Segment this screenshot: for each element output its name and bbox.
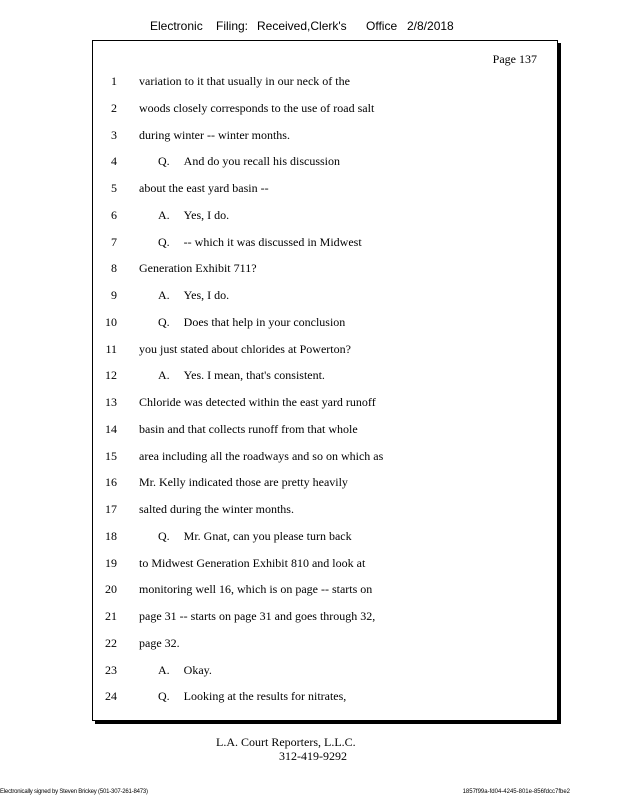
filing-stamp (150, 19, 480, 37)
line-text (139, 475, 348, 490)
line-number: 8 (111, 261, 117, 276)
speaker-label: A. (158, 207, 170, 222)
footer-phone: 312-419-9292 (279, 749, 347, 763)
line-text (139, 74, 350, 89)
line-body: basin and that collects runoff from that whole (139, 421, 358, 436)
line-number: 6 (111, 207, 117, 222)
speaker-label: Q. (158, 689, 170, 704)
line-body: to Midwest Generation Exhibit 810 and look at (139, 555, 366, 570)
line-text (158, 368, 325, 383)
stamp-date: 2/8/2018 (407, 19, 454, 33)
line-body: during winter -- winter months. (139, 127, 290, 142)
stamp-electronic: Electronic (150, 19, 203, 33)
line-number: 17 (105, 502, 117, 516)
line-number: 9 (111, 288, 117, 302)
line-text (158, 689, 346, 704)
line-text (158, 208, 229, 223)
line-number: 7 (111, 234, 117, 249)
speaker-label: A. (158, 288, 170, 302)
line-text (139, 101, 374, 116)
stamp-office: Office (366, 19, 398, 33)
line-body: Yes. I mean, that's consistent. (183, 368, 325, 383)
line-number: 5 (111, 181, 117, 195)
line-number: 11 (105, 341, 117, 356)
line-text (139, 609, 375, 624)
line-number: 20 (105, 582, 117, 597)
line-text (139, 636, 180, 651)
speaker-label: Q. (158, 154, 170, 169)
line-body: page 31 -- starts on page 31 and goes through 32, (139, 609, 376, 623)
line-body: about the east yard basin -- (139, 181, 269, 195)
line-body: variation to it that usually in our neck of the (139, 74, 350, 88)
speaker-label: A. (158, 662, 170, 677)
speaker-label: Q. (158, 314, 170, 329)
line-text (158, 529, 352, 544)
speaker-label: Q. (158, 234, 170, 249)
line-body: area including all the roadways and so on which as (139, 448, 384, 463)
line-text (139, 395, 376, 410)
line-text (139, 342, 351, 357)
document-hash: 1857f99a-fd04-4245-801e-856fdcc7fbe2 (462, 789, 570, 795)
line-text (158, 235, 362, 250)
stamp-received: Received,Clerk's (257, 19, 347, 33)
speaker-label: Q. (158, 528, 170, 543)
line-body: Yes, I do. (183, 288, 230, 302)
electronic-signature: Electronically signed by Steven Brickey (501-307-261-8473) (0, 789, 148, 795)
speaker-label: A. (158, 368, 170, 383)
line-number: 21 (105, 609, 117, 623)
footer-company: L.A. Court Reporters, L.L.C. (216, 735, 356, 749)
line-body: Looking at the results for nitrates, (183, 689, 347, 704)
line-number: 18 (105, 528, 117, 543)
line-number: 10 (105, 314, 117, 329)
line-number: 23 (105, 662, 117, 677)
line-text (139, 449, 383, 464)
page-number: Page 137 (492, 52, 537, 66)
line-body: monitoring well 16, which is on page -- starts on (139, 582, 373, 597)
line-text (158, 288, 229, 303)
transcript-page (92, 40, 558, 721)
line-body: Yes, I do. (183, 207, 230, 222)
line-body: woods closely corresponds to the use of road salt (139, 100, 375, 115)
line-body: page 32. (139, 635, 180, 650)
line-body: you just stated about chlorides at Powerton? (139, 341, 351, 356)
line-body: -- which it was discussed in Midwest (183, 234, 362, 249)
line-text (139, 502, 294, 517)
line-number: 22 (105, 635, 117, 650)
line-text (139, 556, 365, 571)
line-body: salted during the winter months. (139, 502, 294, 516)
line-body: Does that help in your conclusion (183, 314, 346, 329)
line-number: 2 (111, 100, 117, 115)
line-number: 15 (105, 448, 117, 463)
line-body: Okay. (183, 662, 212, 677)
line-number: 19 (105, 555, 117, 570)
line-text (158, 315, 345, 330)
line-text (158, 154, 340, 169)
line-body: Mr. Gnat, can you please turn back (183, 528, 352, 543)
line-body: Generation Exhibit 711? (139, 261, 257, 276)
line-number: 1 (111, 74, 117, 88)
line-text (139, 261, 257, 276)
line-number: 4 (111, 154, 117, 169)
line-body: Mr. Kelly indicated those are pretty heavily (139, 475, 348, 490)
line-number: 14 (105, 421, 117, 436)
line-text (139, 128, 290, 143)
line-text (139, 582, 372, 597)
line-text (158, 663, 212, 678)
line-number: 16 (105, 475, 117, 490)
line-body: And do you recall his discussion (183, 154, 340, 169)
line-text (139, 181, 269, 196)
line-text (139, 422, 358, 437)
line-number: 12 (105, 368, 117, 383)
stamp-filing: Filing: (216, 19, 249, 33)
line-number: 3 (111, 127, 117, 142)
line-number: 13 (105, 395, 117, 409)
line-number: 24 (105, 689, 117, 704)
line-body: Chloride was detected within the east yard runoff (139, 395, 376, 409)
